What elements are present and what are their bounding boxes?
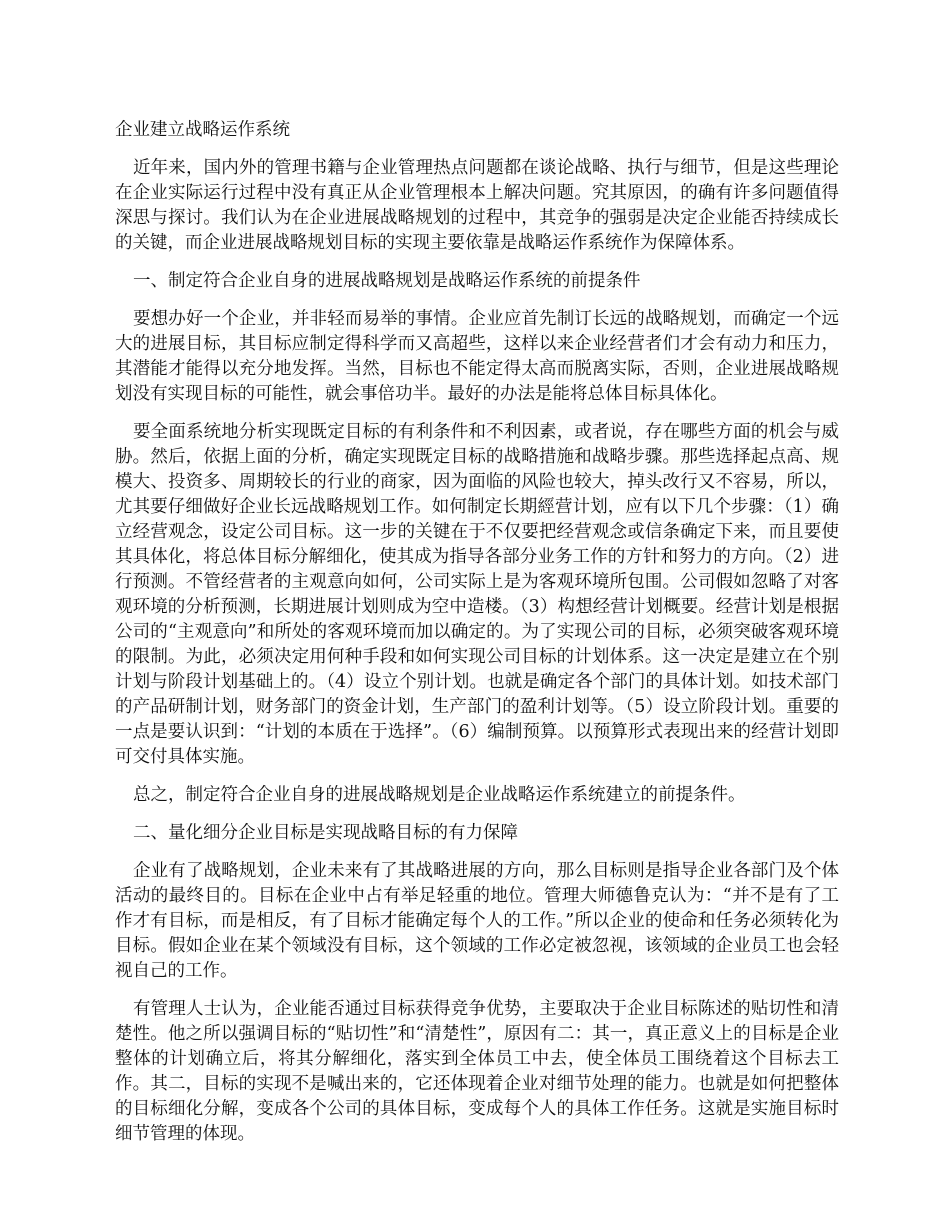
document-title: 企业建立战略运作系统 bbox=[115, 120, 290, 140]
section-heading-1: 一、制定符合企业自身的进展战略规划是战略运作系统的前提条件 bbox=[133, 271, 641, 291]
paragraph-intro: 近年来，国内外的管理书籍与企业管理热点问题都在谈论战略、执行与细节，但是这些理论在企业实际运行过程中没有真正从企业管理根本上解决问题。究其原因，的确有许多问题值得深思与探讨。我们认为在企业进展战略规划的过程中，其竞争的强弱是决定企业能否持续成长的关键，而企业进展战略规划目标的实现主要依靠是战略运作系统作为保障体系。 bbox=[115, 158, 839, 253]
paragraph: 要想办好一个企业，并非轻而易举的事情。企业应首先制订长远的战略规划，而确定一个远大的进展目标，其目标应制定得科学而又高超些，这样以来企业经营者们才会有动力和压力，其潜能才能得以充分地发挥。当然，目标也不能定得太高而脱离实际，否则，企业进展战略规划没有实现目标的可能性，就会事倍功半。最好的办法是能将总体目标具体化。 bbox=[115, 309, 839, 404]
section-heading-2: 二、量化细分企业目标是实现战略目标的有力保障 bbox=[133, 823, 518, 843]
paragraph: 总之，制定符合企业自身的进展战略规划是企业战略运作系统建立的前提条件。 bbox=[133, 785, 746, 805]
paragraph: 企业有了战略规划，企业未来有了其战略进展的方向，那么目标则是指导企业各部门及个体活动的最终目的。目标在企业中占有举足轻重的地位。管理大师德鲁克认为：“并不是有了工作才有目标，而是相反，有了目标才能确定每个人的工作。”所以企业的使命和任务必须转化为目标。假如企业在某个领域没有目标，这个领域的工作必定被忽视，该领域的企业员工也会轻视自己的工作。 bbox=[115, 861, 839, 981]
document-page bbox=[115, 118, 839, 1160]
paragraph: 有管理人士认为，企业能否通过目标获得竞争优势，主要取决于企业目标陈述的贴切性和清楚性。他之所以强调目标的“贴切性”和“清楚性”，原因有二：其一，真正意义上的目标是企业整体的计划确立后，将其分解细化，落实到全体员工中去，使全体员工围绕着这个目标去工作。其二，目标的实现不是喊出来的，它还体现着企业对细节处理的能力。也就是如何把整体的目标细化分解，变成各个公司的具体目标，变成每个人的具体工作任务。这就是实施目标时细节管理的体现。 bbox=[115, 999, 839, 1144]
paragraph: 要全面系统地分析实现既定目标的有利条件和不利因素，或者说，存在哪些方面的机会与威胁。然后，依据上面的分析，确定实现既定目标的战略措施和战略步骤。那些选择起点高、规模大、投资多、周期较长的行业的商家，因为面临的风险也较大，掉头改行又不容易，所以，尤其要仔细做好企业长远战略规划工作。如何制定长期經营计划，应有以下几个步骤：（1）确立经营观念，设定公司目标。这一步的关键在于不仅要把经营观念或信条确定下来，而且要使其具体化，将总体目标分解细化，使其成为指导各部分业务工作的方针和努力的方向。（2）进行预测。不管经营者的主观意向如何，公司实际上是为客观环境所包围。公司假如忽略了对客观环境的分析预测，长期进展计划则成为空中造楼。（3）构想经营计划概要。经营计划是根据公司的“主观意向”和所处的客观环境而加以确定的。为了实现公司的目标，必须突破客观环境的限制。为此，必须决定用何种手段和如何实现公司目标的计划体系。这一决定是建立在个别计划与阶段计划基础上的。（4）设立个别计划。也就是确定各个部门的具体计划。如技术部门的产品研制计划，财务部门的资金计划，生产部门的盈利计划等。（5）设立阶段计划。重要的一点是要认识到：“计划的本质在于选择”。（6）编制预算。以预算形式表现出来的经营计划即可交付具体实施。 bbox=[115, 422, 839, 767]
